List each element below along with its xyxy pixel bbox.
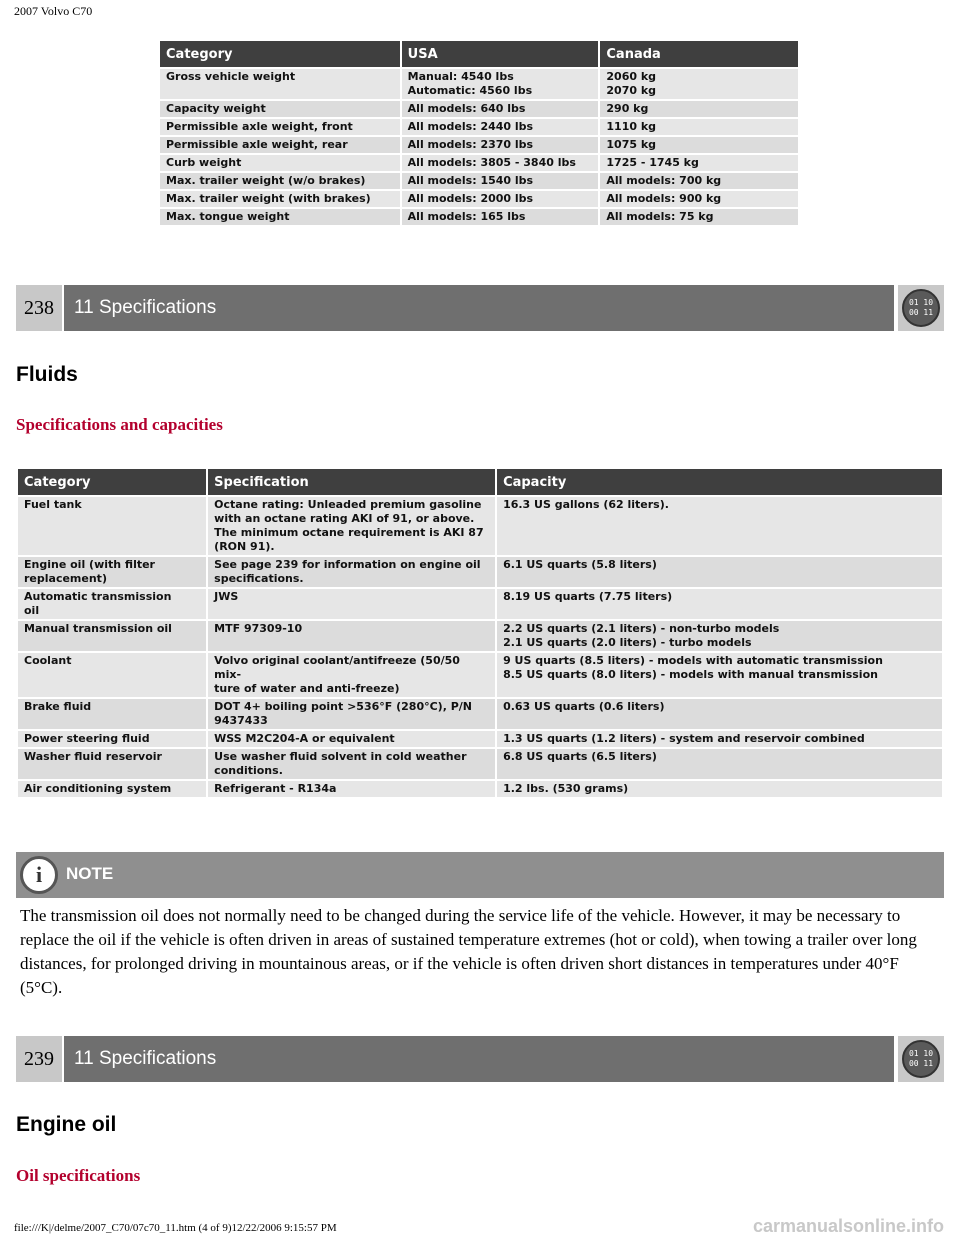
column-header: Category [18, 469, 206, 495]
chapter-icon-text: 01 10 00 11 [902, 1040, 940, 1078]
section-bar-238 [16, 285, 944, 331]
section-title: 11 Specifications [64, 285, 894, 331]
table-cell: Volvo original coolant/antifreeze (50/50 mix- ture of water and anti-freeze) [208, 653, 495, 697]
table-row [18, 497, 942, 555]
column-header: Canada [600, 41, 798, 67]
note-label: NOTE [66, 864, 114, 883]
table-row [160, 209, 798, 225]
table-cell: Gross vehicle weight [160, 69, 400, 99]
table-cell: 8.19 US quarts (7.75 liters) [497, 589, 942, 619]
binary-chapter-icon[interactable] [898, 1036, 944, 1082]
watermark: carmanualsonline.info [752, 1216, 944, 1236]
oil-spec-subheading: Oil specifications [16, 1166, 141, 1185]
table-cell: All models: 2440 lbs [402, 119, 599, 135]
table-cell: 2.2 US quarts (2.1 liters) - non-turbo models 2.1 US quarts (2.0 liters) - turbo models [497, 621, 942, 651]
table-cell: Power steering fluid [18, 731, 206, 747]
table-cell: Use washer fluid solvent in cold weather conditions. [208, 749, 495, 779]
table-cell: 0.63 US quarts (0.6 liters) [497, 699, 942, 729]
column-header: Capacity [497, 469, 942, 495]
fluids-table-header [18, 469, 942, 495]
weights-table-body [160, 69, 798, 225]
table-cell: MTF 97309-10 [208, 621, 495, 651]
table-cell: All models: 1540 lbs [402, 173, 599, 189]
table-cell: Air conditioning system [18, 781, 206, 797]
table-cell: 9 US quarts (8.5 liters) - models with automatic transmission 8.5 US quarts (8.0 liters) - models with manual transmission [497, 653, 942, 697]
page-number: 239 [16, 1036, 62, 1082]
note-bar [16, 852, 944, 898]
table-row [18, 589, 942, 619]
table-cell: 1.2 lbs. (530 grams) [497, 781, 942, 797]
table-cell: Manual: 4540 lbs Automatic: 4560 lbs [402, 69, 599, 99]
table-cell: 1.3 US quarts (1.2 liters) - system and reservoir combined [497, 731, 942, 747]
table-cell: All models: 2370 lbs [402, 137, 599, 153]
table-cell: JWS [208, 589, 495, 619]
table-row [160, 69, 798, 99]
table-cell: All models: 2000 lbs [402, 191, 599, 207]
table-cell: Permissible axle weight, rear [160, 137, 400, 153]
table-row [160, 155, 798, 171]
table-cell: DOT 4+ boiling point >536°F (280°C), P/N 9437433 [208, 699, 495, 729]
table-cell: All models: 75 kg [600, 209, 798, 225]
table-row [160, 101, 798, 117]
table-cell: Washer fluid reservoir [18, 749, 206, 779]
table-cell: All models: 700 kg [600, 173, 798, 189]
table-cell: 2060 kg 2070 kg [600, 69, 798, 99]
table-row [160, 137, 798, 153]
table-row [18, 731, 942, 747]
note-text: The transmission oil does not normally need to be changed during the service life of the vehicle. However, it may be necessary to replace the oil if the vehicle is often driven in areas of sustained temperature extremes (hot or cold), when towing a trailer over long distances, for prolonged driving in mountainous areas, or if the vehicle is often driven short distances in temperatures under 40°F (5°C). [20, 906, 917, 997]
weights-table-header [160, 41, 798, 67]
column-header: Specification [208, 469, 495, 495]
table-cell: See page 239 for information on engine oil specifications. [208, 557, 495, 587]
table-cell: 16.3 US gallons (62 liters). [497, 497, 942, 555]
table-cell: Engine oil (with filter replacement) [18, 557, 206, 587]
table-cell: Max. trailer weight (with brakes) [160, 191, 400, 207]
table-cell: Max. tongue weight [160, 209, 400, 225]
table-cell: 6.8 US quarts (6.5 liters) [497, 749, 942, 779]
table-row [18, 749, 942, 779]
table-cell: 1725 - 1745 kg [600, 155, 798, 171]
table-cell: Curb weight [160, 155, 400, 171]
table-cell: Brake fluid [18, 699, 206, 729]
table-cell: Manual transmission oil [18, 621, 206, 651]
weights-table [158, 39, 800, 227]
fluids-table-body [18, 497, 942, 797]
table-cell: Permissible axle weight, front [160, 119, 400, 135]
info-icon: i [20, 856, 58, 894]
fluids-subheading: Specifications and capacities [16, 415, 223, 434]
binary-chapter-icon[interactable] [898, 285, 944, 331]
table-row [160, 191, 798, 207]
table-row [18, 699, 942, 729]
table-cell: Automatic transmission oil [18, 589, 206, 619]
table-row [160, 119, 798, 135]
file-path-footer: file:///K|/delme/2007_C70/07c70_11.htm (4 of 9)12/22/2006 9:15:57 PM [14, 1222, 337, 1234]
table-row [160, 173, 798, 189]
engine-oil-heading: Engine oil [16, 1113, 117, 1136]
table-cell: Fuel tank [18, 497, 206, 555]
section-bar-239 [16, 1036, 944, 1082]
table-cell: All models: 640 lbs [402, 101, 599, 117]
fluids-heading: Fluids [16, 363, 78, 386]
page-number: 238 [16, 285, 62, 331]
table-cell: 1110 kg [600, 119, 798, 135]
chapter-icon-text: 01 10 00 11 [902, 289, 940, 327]
fluids-table [16, 467, 944, 799]
document-title: 2007 Volvo C70 [14, 4, 93, 18]
table-cell: All models: 165 lbs [402, 209, 599, 225]
table-cell: Octane rating: Unleaded premium gasoline with an octane rating AKI of 91, or above. The minimum octane requirement is AKI 87 (RON 91). [208, 497, 495, 555]
table-cell: Max. trailer weight (w/o brakes) [160, 173, 400, 189]
table-row [18, 557, 942, 587]
table-row [18, 621, 942, 651]
table-cell: All models: 900 kg [600, 191, 798, 207]
table-row [18, 781, 942, 797]
table-cell: 6.1 US quarts (5.8 liters) [497, 557, 942, 587]
table-row [18, 653, 942, 697]
section-title: 11 Specifications [64, 1036, 894, 1082]
table-cell: All models: 3805 - 3840 lbs [402, 155, 599, 171]
table-cell: WSS M2C204-A or equivalent [208, 731, 495, 747]
table-cell: Coolant [18, 653, 206, 697]
column-header: Category [160, 41, 400, 67]
table-cell: 290 kg [600, 101, 798, 117]
table-cell: 1075 kg [600, 137, 798, 153]
column-header: USA [402, 41, 599, 67]
table-cell: Capacity weight [160, 101, 400, 117]
table-cell: Refrigerant - R134a [208, 781, 495, 797]
